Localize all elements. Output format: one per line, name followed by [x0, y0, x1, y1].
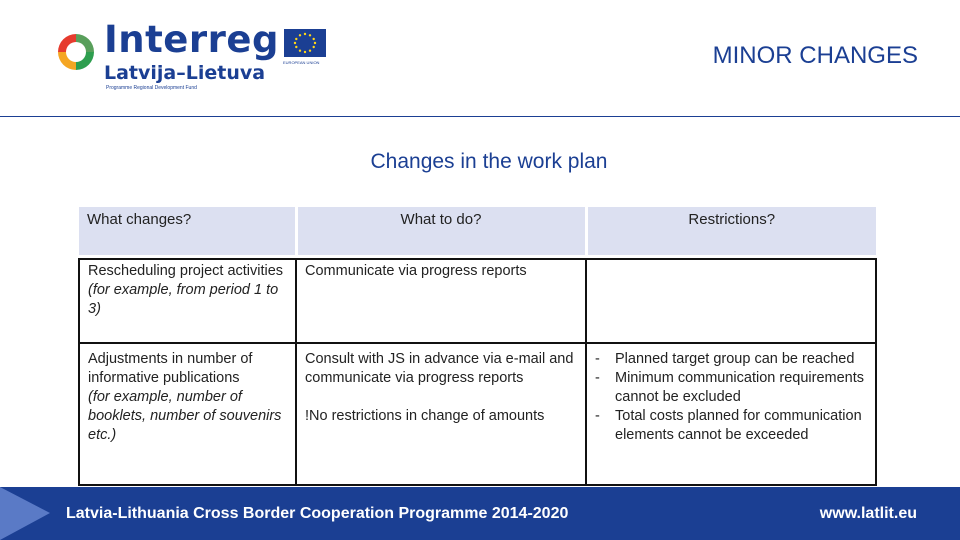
column-header-restrictions: Restrictions? [586, 207, 876, 255]
table-row [79, 259, 876, 343]
footer-website-link[interactable]: www.latlit.eu [819, 505, 917, 522]
change-example: (for example, from period 1 to 3) [88, 282, 279, 317]
page-subtitle: Changes in the work plan [370, 150, 608, 173]
todo-cell [296, 259, 586, 343]
table-row [79, 343, 876, 485]
todo-cell [296, 343, 586, 485]
change-cell [79, 343, 296, 485]
restrictions-list [595, 350, 867, 445]
change-example: (for example, number of booklets, number of souvenirs etc.) [88, 389, 282, 443]
column-header-changes: What changes? [79, 207, 296, 255]
swirl-icon [52, 28, 100, 76]
eu-flag-icon [284, 29, 326, 57]
footer-arrow-icon [0, 487, 50, 540]
logo-wordmark: Interreg [104, 18, 279, 61]
slide-title: MINOR CHANGES [712, 42, 918, 69]
restrictions-cell [586, 259, 876, 343]
list-item: - Planned target group can be reached [595, 350, 867, 369]
change-text: Adjustments in number of informative publications [88, 351, 253, 386]
table-header-row [79, 207, 876, 255]
change-text: Rescheduling project activities [88, 263, 284, 279]
work-plan-table [78, 207, 877, 486]
footer-programme: Latvia-Lithuania Cross Border Cooperation Programme 2014-2020 [66, 505, 569, 522]
restrictions-cell [586, 343, 876, 485]
todo-note: !No restrictions in change of amounts [305, 408, 545, 424]
logo-tagline: Programme Regional Development Fund [106, 85, 197, 91]
eu-label: EUROPEAN UNION [283, 60, 320, 65]
interreg-logo [52, 18, 342, 100]
change-cell [79, 259, 296, 343]
column-header-todo: What to do? [296, 207, 586, 255]
logo-programme-name: Latvija–Lietuva [104, 62, 266, 84]
todo-text: Communicate via progress reports [305, 263, 527, 279]
list-item: - Minimum communication requirements cannot be excluded [595, 369, 867, 407]
list-item: - Total costs planned for communication elements cannot be exceeded [595, 407, 867, 445]
header-divider [0, 116, 960, 117]
todo-text: Consult with JS in advance via e-mail and communicate via progress reports [305, 351, 574, 386]
footer-bar [0, 487, 960, 540]
